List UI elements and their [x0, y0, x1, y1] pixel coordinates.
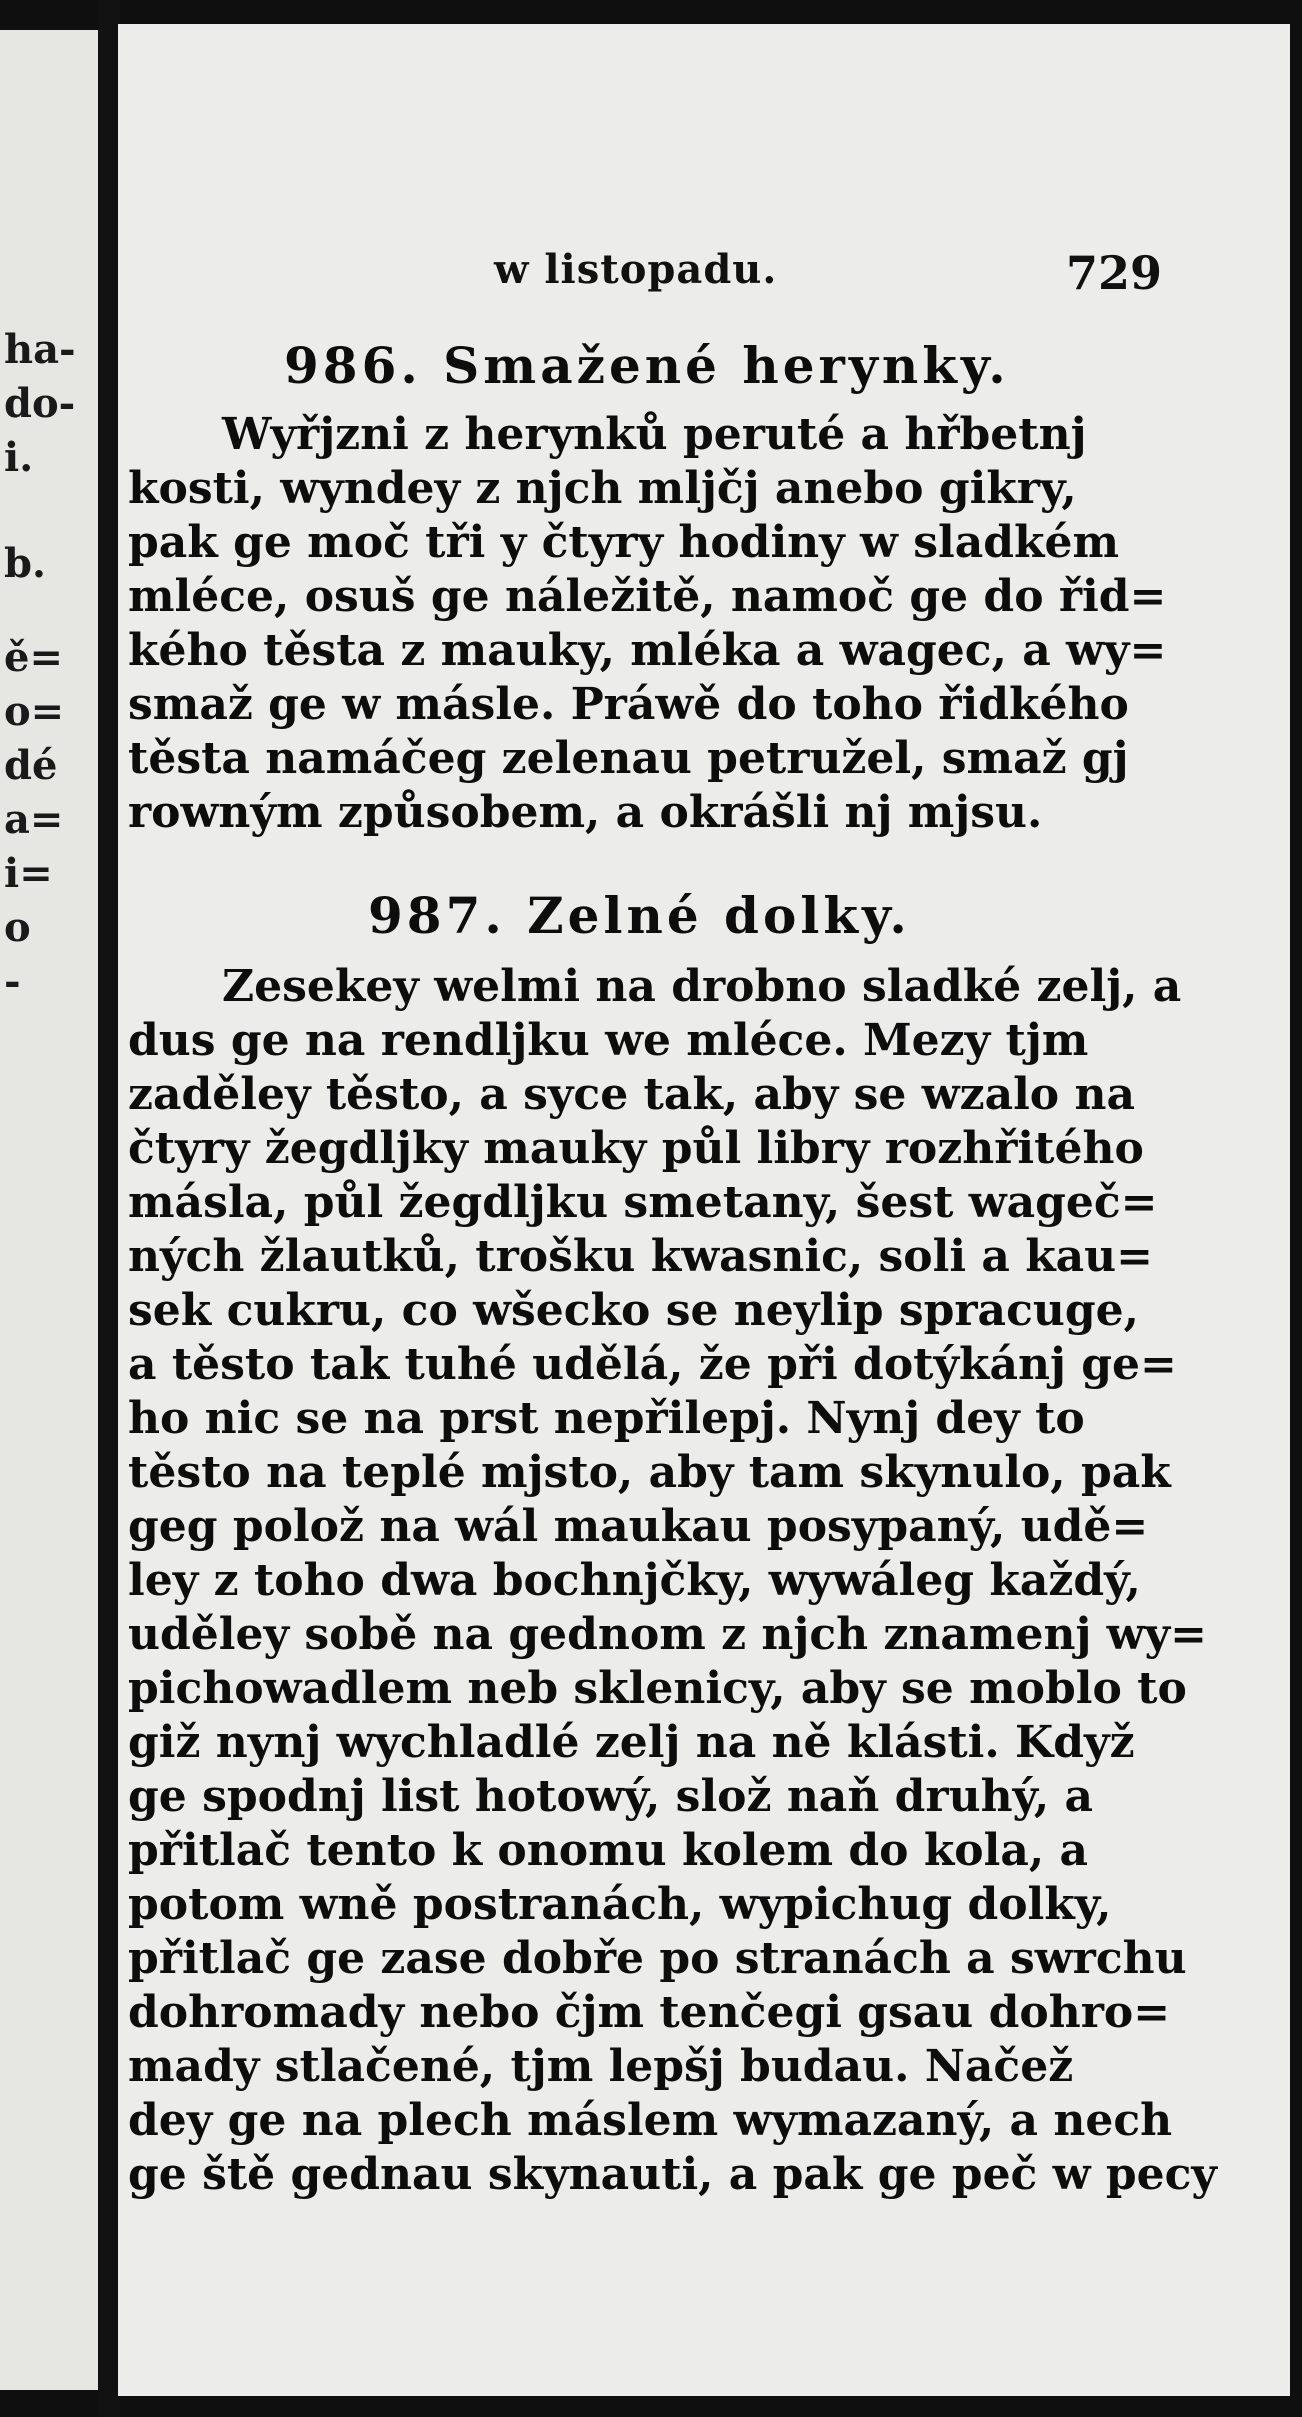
recipe-987-line: giž nynj wychladlé zelj na ně klásti. Když — [128, 1717, 1135, 1768]
recipe-986-line: rowným způsobem, a okrášli nj mjsu. — [128, 787, 1043, 838]
recipe-title-987: 987. Zelné dolky. — [368, 886, 911, 945]
recipe-987-line: ge ště gednau skynauti, a pak ge peč w pecy — [128, 2149, 1217, 2200]
recipe-987-line: Zesekey welmi na drobno sladké zelj, a — [222, 961, 1182, 1012]
recipe-987-line: sek cukru, co wšecko se neylip spracuge, — [128, 1285, 1139, 1336]
previous-page-fragment: o — [4, 904, 31, 951]
recipe-987-line: zaděley těsto, a syce tak, aby se wzalo na — [128, 1069, 1135, 1120]
previous-page-fragment: do- — [4, 380, 76, 427]
recipe-title-986: 986. Smažené herynky. — [284, 336, 1010, 395]
recipe-987-line: potom wně postranách, wypichug dolky, — [128, 1879, 1112, 1930]
recipe-987-line: mady stlačené, tjm lepšj budau. Načež — [128, 2041, 1074, 2092]
recipe-987-line: přitlač ge zase dobře po stranách a swrchu — [128, 1933, 1187, 1984]
recipe-986-line: Wyřjzni z herynků peruté a hřbetnj — [222, 409, 1087, 460]
recipe-987-line: ných žlautků, trošku kwasnic, soli a kau= — [128, 1231, 1154, 1282]
recipe-986-line: kosti, wyndey z njch mljčj anebo gikry, — [128, 463, 1077, 514]
previous-page-fragment: dé — [4, 742, 58, 789]
book-spine-shadow — [98, 0, 120, 2417]
recipe-986-line: těsta namáčeg zelenau petružel, smaž gj — [128, 733, 1129, 784]
recipe-987-line: dohromady nebo čjm tenčegi gsau dohro= — [128, 1987, 1171, 2038]
recipe-987-line: dey ge na plech máslem wymazaný, a nech — [128, 2095, 1173, 2146]
previous-page-fragment: b. — [4, 540, 46, 587]
recipe-987-line: čtyry žegdljky mauky půl libry rozhřitého — [128, 1123, 1144, 1174]
page-text-block — [118, 24, 1290, 2396]
recipe-987-line: pichowadlem neb sklenicy, aby se moblo to — [128, 1663, 1187, 1714]
recipe-986-line: pak ge moč tři y čtyry hodiny w sladkém — [128, 517, 1120, 568]
book-page — [118, 24, 1290, 2396]
recipe-987-line: másla, půl žegdljku smetany, šest wageč= — [128, 1177, 1158, 1228]
recipe-987-line: přitlač tento k onomu kolem do kola, a — [128, 1825, 1089, 1876]
previous-page-fragment: ha- — [4, 326, 76, 373]
previous-page-fragment: o= — [4, 688, 65, 735]
recipe-987-line: těsto na teplé mjsto, aby tam skynulo, pak — [128, 1447, 1171, 1498]
running-head: w listopadu. — [494, 246, 778, 293]
recipe-987-line: a těsto tak tuhé udělá, že při dotýkánj ge= — [128, 1339, 1177, 1390]
recipe-986-line: mléce, osuš ge náležitě, namoč ge do řid= — [128, 571, 1167, 622]
recipe-987-line: ge spodnj list hotowý, slož naň druhý, a — [128, 1771, 1094, 1822]
previous-page-fragment: i. — [4, 434, 34, 481]
recipe-986-line: smaž ge w másle. Práwě do toho řidkého — [128, 679, 1129, 730]
page-number: 729 — [1065, 246, 1162, 300]
recipe-987-line: ley z toho dwa bochnjčky, wywáleg každý, — [128, 1555, 1141, 1606]
recipe-987-line: uděley sobě na gednom z njch znamenj wy= — [128, 1609, 1207, 1660]
recipe-987-line: dus ge na rendljku we mléce. Mezy tjm — [128, 1015, 1089, 1066]
recipe-987-line: ho nic se na prst nepřilepj. Nynj dey to — [128, 1393, 1085, 1444]
previous-page-edge — [0, 30, 98, 2390]
recipe-987-line: geg polož na wál maukau posypaný, udě= — [128, 1501, 1149, 1552]
previous-page-fragment: - — [4, 958, 21, 1005]
previous-page-fragment: ě= — [4, 634, 63, 681]
previous-page-fragment: i= — [4, 850, 53, 897]
previous-page-fragment: a= — [4, 796, 64, 843]
recipe-986-line: kého těsta z mauky, mléka a wagec, a wy= — [128, 625, 1167, 676]
